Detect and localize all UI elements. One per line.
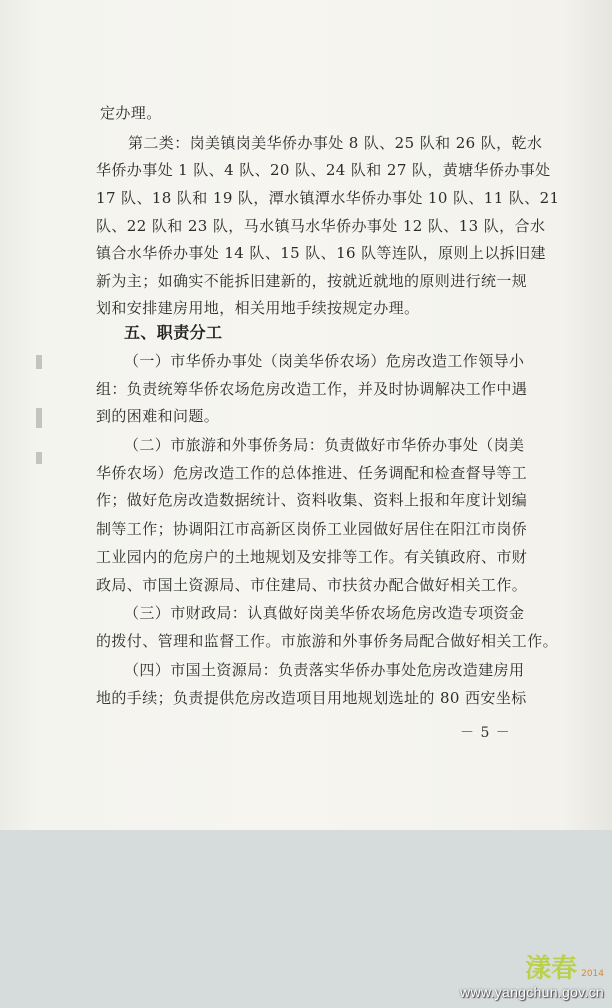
text-line: 新为主；如确实不能拆旧建新的，按就近就地的原则进行统一规: [96, 272, 528, 290]
text-line: 到的困难和问题。: [96, 407, 220, 425]
text-line: 华侨农场）危房改造工作的总体推进、任务调配和检查督导等工: [96, 464, 528, 482]
site-watermark: [460, 956, 604, 1000]
watermark-year: 2014: [581, 969, 604, 979]
text-line: 镇合水华侨办事处 14 队、15 队、16 队等连队，原则上以拆旧建: [96, 244, 546, 262]
text-line: 组：负责统筹华侨农场危房改造工作，并及时协调解决工作中遇: [96, 380, 528, 398]
text-line: 工业园内的危房户的土地规划及安排等工作。有关镇政府、市财: [96, 548, 528, 566]
scan-margin-mark: [36, 452, 42, 464]
text-line: 17 队、18 队和 19 队，潭水镇潭水华侨办事处 10 队、11 队、21: [96, 189, 560, 207]
watermark-logo: [460, 956, 604, 982]
text-line: 定办理。: [100, 104, 162, 122]
text-line: （一）市华侨办事处（岗美华侨农场）危房改造工作领导小: [124, 352, 525, 370]
text-line: 政局、市国土资源局、市住建局、市扶贫办配合做好相关工作。: [96, 576, 528, 594]
text-line: 地的手续；负责提供危房改造项目用地规划选址的 80 西安坐标: [96, 689, 527, 707]
text-line: （二）市旅游和外事侨务局：负责做好市华侨办事处（岗美: [124, 436, 525, 454]
text-line: 第二类：岗美镇岗美华侨办事处 8 队、25 队和 26 队，乾水: [128, 134, 543, 152]
text-line: 华侨办事处 1 队、4 队、20 队、24 队和 27 队，黄塘华侨办事处: [96, 161, 551, 179]
text-line: （四）市国土资源局：负责落实华侨办事处危房改造建房用: [124, 661, 525, 679]
watermark-logo-text: 漾春: [525, 954, 578, 984]
scan-margin-mark: [36, 355, 42, 369]
text-line: （三）市财政局：认真做好岗美华侨农场危房改造专项资金: [124, 604, 525, 622]
text-line: 划和安排建房用地，相关用地手续按规定办理。: [96, 299, 420, 317]
page-number: － 5 －: [460, 725, 511, 741]
section-heading: 五、职责分工: [124, 323, 223, 342]
watermark-url: www.yangchun.gov.cn: [460, 984, 604, 1000]
text-line: 作；做好危房改造数据统计、资料收集、资料上报和年度计划编: [96, 491, 528, 509]
text-line: 制等工作；协调阳江市高新区岗侨工业园做好居住在阳江市岗侨: [96, 520, 528, 538]
scan-margin-mark: [36, 408, 42, 428]
text-line: 队、22 队和 23 队，马水镇马水华侨办事处 12 队、13 队，合水: [96, 217, 546, 235]
text-line: 的拨付、管理和监督工作。市旅游和外事侨务局配合做好相关工作。: [96, 632, 559, 650]
